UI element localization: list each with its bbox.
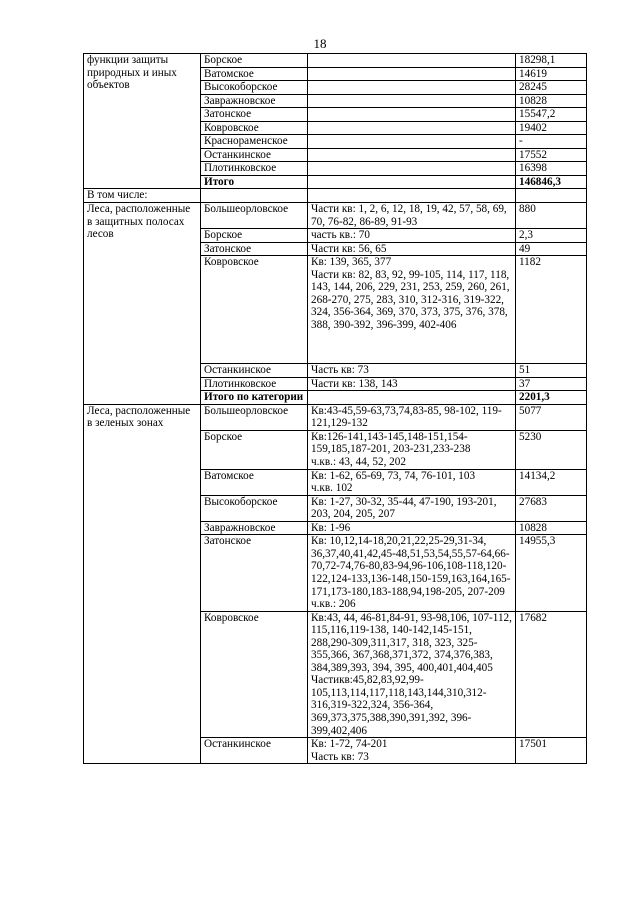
forestry-cell: Затонское [201,535,308,611]
quarters-cell: Кв:43, 44, 46-81,84-91, 93-98,106, 107-112, 115,116,119-138, 140-142,145-151, 288,290-309,311,317, 318, 323, 325-355,366, 367,368,371,372, 374,376,383, 384,389,393, 394, 395, 400,401,404,405 Частикв:45,82,83,92,99-105,113,114,117,118,143,144,310,312-316,319-322,324, 356-364, 369,373,375,388,390,391,392, 396-399,402,406 [308,611,516,737]
area-cell: 2201,3 [516,391,587,405]
forestry-cell: Борское [201,229,308,243]
area-cell: 10828 [516,521,587,535]
quarters-cell: часть кв.: 70 [308,229,516,243]
area-cell: 14619 [516,67,587,81]
area-cell: 19402 [516,121,587,135]
quarters-cell: Кв:126-141,143-145,148-151,154-159,185,187-201, 203-231,233-238 ч.кв.: 43, 44, 52, 202 [308,430,516,469]
area-cell: 10828 [516,94,587,108]
table-row [84,54,587,68]
forestry-cell: Ковровское [201,611,308,737]
forestry-cell: Завражновское [201,94,308,108]
forestry-cell: Ватомское [201,67,308,81]
quarters-cell: Кв:43-45,59-63,73,74,83-85, 98-102, 119-121,129-132 [308,404,516,430]
quarters-cell [308,54,516,68]
area-cell: 17552 [516,148,587,162]
category-cell: Леса, расположенные в зеленых зонах [84,404,201,763]
area-cell [516,189,587,203]
forestry-cell: Высокоборское [201,81,308,95]
quarters-cell [308,135,516,149]
forestry-cell: Плотинковское [201,162,308,176]
quarters-cell [308,94,516,108]
forestry-cell: Большеорловское [201,203,308,229]
forestry-cell: Краснораменское [201,135,308,149]
quarters-cell [308,148,516,162]
quarters-cell [308,189,516,203]
quarters-cell [308,108,516,122]
quarters-cell [308,67,516,81]
area-cell: 14134,2 [516,469,587,495]
forestry-cell: Ватомское [201,469,308,495]
quarters-cell [308,162,516,176]
area-cell: 37 [516,377,587,391]
quarters-cell: Часть кв: 73 [308,364,516,378]
quarters-cell [308,175,516,189]
forest-category-table [83,53,587,764]
area-cell: 28245 [516,81,587,95]
quarters-cell [308,81,516,95]
area-cell: 1182 [516,256,587,364]
area-cell: 146846,3 [516,175,587,189]
forestry-cell: Большеорловское [201,404,308,430]
forestry-cell: Останкинское [201,738,308,764]
area-cell: 15547,2 [516,108,587,122]
area-cell: 49 [516,242,587,256]
area-cell: 5230 [516,430,587,469]
forestry-cell: Итого [201,175,308,189]
forestry-cell: Останкинское [201,148,308,162]
page-number: 18 [313,36,327,51]
forestry-cell: Останкинское [201,364,308,378]
forestry-cell [201,189,308,203]
quarters-cell [308,391,516,405]
forestry-cell: Затонское [201,242,308,256]
area-cell: 880 [516,203,587,229]
forestry-cell: Ковровское [201,121,308,135]
quarters-cell: Части кв: 138, 143 [308,377,516,391]
table-row [84,404,587,430]
quarters-cell: Части кв: 56, 65 [308,242,516,256]
area-cell: 17682 [516,611,587,737]
forestry-cell: Борское [201,430,308,469]
area-cell: 27683 [516,495,587,521]
table-row [84,189,587,203]
forestry-cell: Плотинковское [201,377,308,391]
area-cell: 16398 [516,162,587,176]
quarters-cell: Кв: 1-27, 30-32, 35-44, 47-190, 193-201, 203, 204, 205, 207 [308,495,516,521]
quarters-cell: Кв: 1-96 [308,521,516,535]
quarters-cell [308,121,516,135]
forestry-cell: Высокоборское [201,495,308,521]
forestry-cell: Затонское [201,108,308,122]
category-cell: В том числе: [84,189,201,203]
quarters-cell: Кв: 139, 365, 377 Части кв: 82, 83, 92, 99-105, 114, 117, 118, 143, 144, 206, 229, 231, 253, 259, 260, 261, 268-270, 275, 283, 310, 312-316, 319-322, 324, 356-364, 369, 370, 373, 375, 376, 378, 388, 390-392, 396-399, 402-406 [308,256,516,364]
area-cell: 51 [516,364,587,378]
forestry-cell: Завражновское [201,521,308,535]
area-cell: - [516,135,587,149]
quarters-cell: Кв: 1-62, 65-69, 73, 74, 76-101, 103 ч.кв. 102 [308,469,516,495]
forestry-cell: Борское [201,54,308,68]
area-cell: 14955,3 [516,535,587,611]
area-cell: 17501 [516,738,587,764]
quarters-cell: Кв: 1-72, 74-201 Часть кв: 73 [308,738,516,764]
forestry-cell: Ковровское [201,256,308,364]
category-cell: Леса, расположенные в защитных полосах лесов [84,203,201,405]
area-cell: 18298,1 [516,54,587,68]
quarters-cell: Части кв: 1, 2, 6, 12, 18, 19, 42, 57, 58, 69, 70, 76-82, 86-89, 91-93 [308,203,516,229]
area-cell: 5077 [516,404,587,430]
table-row [84,203,587,229]
forestry-cell: Итого по категории [201,391,308,405]
area-cell: 2,3 [516,229,587,243]
quarters-cell: Кв: 10,12,14-18,20,21,22,25-29,31-34, 36,37,40,41,42,45-48,51,53,54,55,57-64,66-70,72-74,76-80,83-94,96-106,108-118,120-122,124-133,136-148,150-159,163,164,165-171,173-180,183-188,94,198-205, 207-209 ч.кв.: 206 [308,535,516,611]
category-cell: функции защиты природных и иных объектов [84,54,201,189]
